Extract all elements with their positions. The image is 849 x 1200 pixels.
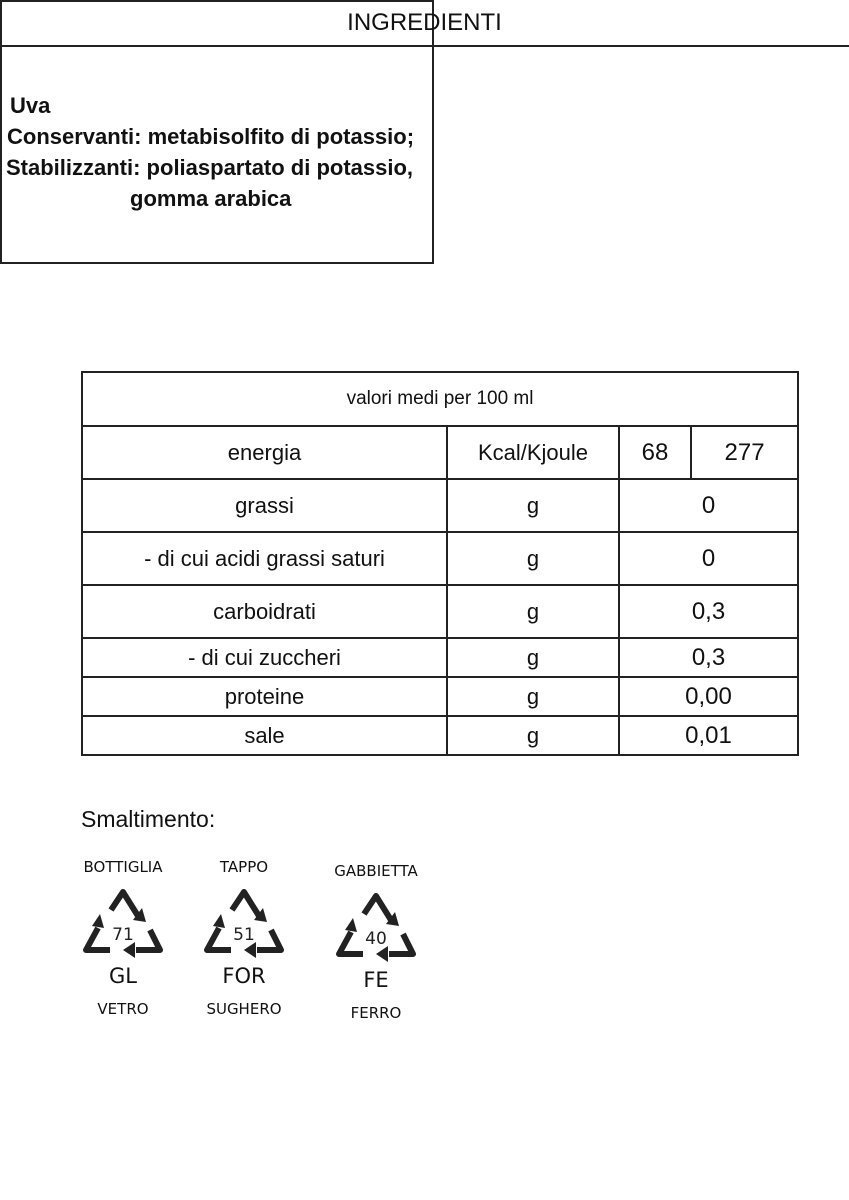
ingredient-line: Stabilizzanti: poliaspartato di potassio,: [6, 155, 414, 180]
nutrient-value: 0,3: [619, 638, 798, 677]
ingredients-box: [0, 0, 502, 264]
recycle-badge-bottle: [68, 858, 178, 1018]
nutrient-unit: Kcal/Kjoule: [447, 426, 619, 479]
energy-kcal: 68: [619, 426, 691, 479]
recycle-triangle-icon: [78, 886, 168, 962]
recycle-code: GL: [109, 964, 137, 988]
table-row: [82, 426, 798, 479]
recycle-triangle-icon: [331, 890, 421, 966]
nutrient-value: 0: [619, 532, 798, 585]
nutrient-value: 0: [619, 479, 798, 532]
nutrient-name: grassi: [82, 479, 447, 532]
recycle-material: VETRO: [97, 1000, 149, 1018]
table-row: [82, 532, 798, 585]
nutrient-name: - di cui zuccheri: [82, 638, 447, 677]
nutrient-name: energia: [82, 426, 447, 479]
recycle-material: FERRO: [350, 1004, 402, 1022]
recycle-number: 71: [112, 925, 134, 945]
nutrition-header: valori medi per 100 ml: [82, 372, 798, 426]
disposal-title: Smaltimento:: [81, 806, 216, 832]
nutrient-name: sale: [82, 716, 447, 755]
recycle-badge-cage: [321, 862, 431, 1022]
nutrient-unit: g: [447, 532, 619, 585]
table-row: [82, 677, 798, 716]
nutrient-unit: g: [447, 716, 619, 755]
ingredient-line: Conservanti: metabisolfito di potassio;: [7, 124, 415, 149]
nutrient-name: proteine: [82, 677, 447, 716]
nutrient-unit: g: [447, 479, 619, 532]
recycle-number: 40: [365, 929, 387, 949]
ingredients-list: [0, 90, 849, 214]
recycle-code: FE: [363, 968, 389, 992]
table-row: [82, 716, 798, 755]
recycle-material: SUGHERO: [206, 1000, 282, 1018]
recycle-number: 51: [233, 925, 255, 945]
nutrient-value: 0,3: [619, 585, 798, 638]
nutrient-value: 0,01: [619, 716, 798, 755]
recycle-label: BOTTIGLIA: [83, 858, 163, 876]
energy-kj: 277: [691, 426, 798, 479]
nutrient-unit: g: [447, 638, 619, 677]
table-row: [82, 479, 798, 532]
nutrition-header-row: [82, 372, 798, 426]
recycle-badge-cap: [189, 858, 299, 1018]
recycle-label: TAPPO: [219, 858, 269, 876]
table-row: [82, 638, 798, 677]
recycle-triangle-icon: [199, 886, 289, 962]
nutrient-unit: g: [447, 677, 619, 716]
nutrition-table: [81, 371, 799, 756]
recycle-code: FOR: [222, 964, 266, 988]
ingredient-line: gomma arabica: [130, 186, 292, 211]
nutrient-name: carboidrati: [82, 585, 447, 638]
recycle-label: GABBIETTA: [334, 862, 418, 880]
nutrient-unit: g: [447, 585, 619, 638]
nutrient-value: 0,00: [619, 677, 798, 716]
nutrient-name: - di cui acidi grassi saturi: [82, 532, 447, 585]
ingredients-title: INGREDIENTI: [0, 0, 849, 47]
table-row: [82, 585, 798, 638]
ingredient-line: Uva: [10, 93, 51, 118]
